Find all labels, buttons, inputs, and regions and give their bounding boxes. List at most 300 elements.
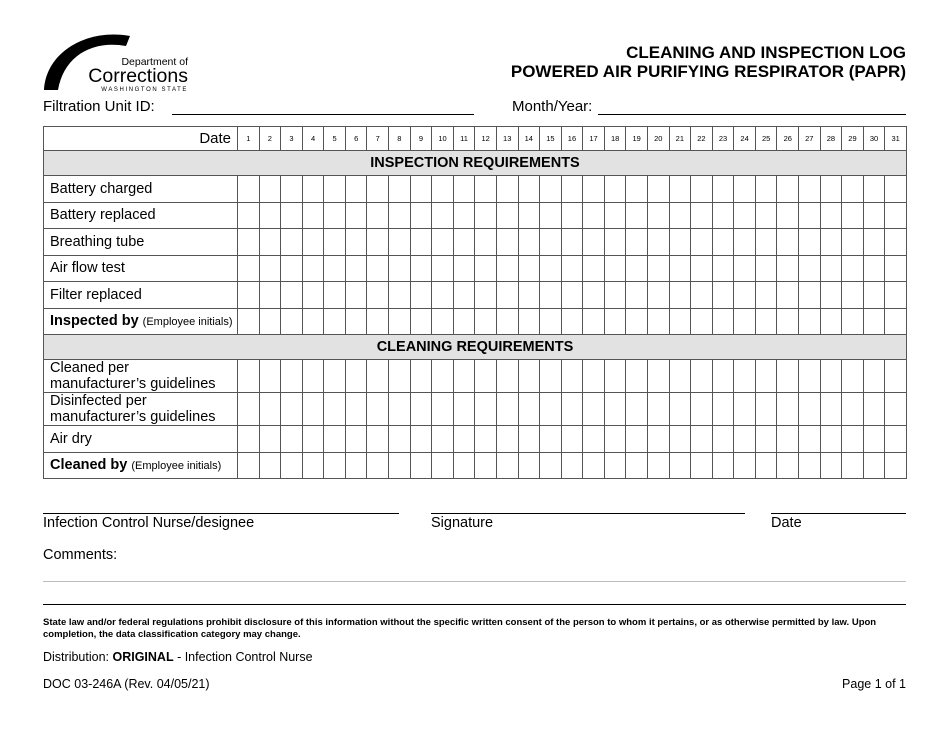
cleaning-item-1-day-18-cell[interactable] [604, 360, 626, 393]
inspection-item-1-day-19-cell[interactable] [626, 176, 648, 203]
inspection-item-3-day-27-cell[interactable] [799, 229, 821, 256]
cleaning-item-2-day-13-cell[interactable] [496, 393, 518, 426]
inspection-item-3-day-1-cell[interactable] [238, 229, 260, 256]
air-dry-day-11-cell[interactable] [453, 426, 475, 453]
cleaning-item-2-day-5-cell[interactable] [324, 393, 346, 426]
inspection-item-2-day-20-cell[interactable] [647, 202, 669, 229]
inspection-item-1-day-2-cell[interactable] [259, 176, 281, 203]
air-dry-day-18-cell[interactable] [604, 426, 626, 453]
cleaning-item-1-day-23-cell[interactable] [712, 360, 734, 393]
inspection-item-5-day-3-cell[interactable] [281, 282, 303, 309]
inspected-by-day-3-cell[interactable] [281, 308, 303, 335]
inspection-item-1-day-20-cell[interactable] [647, 176, 669, 203]
inspection-item-3-day-29-cell[interactable] [842, 229, 864, 256]
cleaning-item-2-day-20-cell[interactable] [647, 393, 669, 426]
inspection-item-2-day-31-cell[interactable] [885, 202, 907, 229]
inspection-item-4-day-30-cell[interactable] [863, 255, 885, 282]
inspection-item-1-day-6-cell[interactable] [345, 176, 367, 203]
cleaning-item-1-day-29-cell[interactable] [842, 360, 864, 393]
air-dry-day-15-cell[interactable] [540, 426, 562, 453]
inspection-item-1-day-7-cell[interactable] [367, 176, 389, 203]
inspected-by-day-26-cell[interactable] [777, 308, 799, 335]
inspected-by-day-22-cell[interactable] [691, 308, 713, 335]
inspection-item-1-day-18-cell[interactable] [604, 176, 626, 203]
inspection-item-4-day-4-cell[interactable] [302, 255, 324, 282]
inspection-item-3-day-2-cell[interactable] [259, 229, 281, 256]
inspection-item-5-day-18-cell[interactable] [604, 282, 626, 309]
inspected-by-day-28-cell[interactable] [820, 308, 842, 335]
cleaned-by-day-1-cell[interactable] [238, 452, 260, 479]
cleaned-by-day-7-cell[interactable] [367, 452, 389, 479]
inspection-item-3-day-16-cell[interactable] [561, 229, 583, 256]
air-dry-day-25-cell[interactable] [755, 426, 777, 453]
inspection-item-2-day-7-cell[interactable] [367, 202, 389, 229]
cleaned-by-day-15-cell[interactable] [540, 452, 562, 479]
inspection-item-4-day-17-cell[interactable] [583, 255, 605, 282]
inspection-item-1-day-9-cell[interactable] [410, 176, 432, 203]
inspection-item-5-day-1-cell[interactable] [238, 282, 260, 309]
cleaned-by-day-20-cell[interactable] [647, 452, 669, 479]
inspection-item-4-day-13-cell[interactable] [496, 255, 518, 282]
inspection-item-2-day-11-cell[interactable] [453, 202, 475, 229]
air-dry-day-26-cell[interactable] [777, 426, 799, 453]
air-dry-day-16-cell[interactable] [561, 426, 583, 453]
date-line[interactable] [771, 513, 906, 514]
inspection-item-2-day-28-cell[interactable] [820, 202, 842, 229]
inspection-item-1-day-23-cell[interactable] [712, 176, 734, 203]
inspection-item-4-day-10-cell[interactable] [432, 255, 454, 282]
inspection-item-3-day-6-cell[interactable] [345, 229, 367, 256]
cleaning-item-1-day-9-cell[interactable] [410, 360, 432, 393]
inspection-item-5-day-10-cell[interactable] [432, 282, 454, 309]
inspection-item-2-day-22-cell[interactable] [691, 202, 713, 229]
inspection-item-1-day-29-cell[interactable] [842, 176, 864, 203]
inspection-item-3-day-30-cell[interactable] [863, 229, 885, 256]
air-dry-day-3-cell[interactable] [281, 426, 303, 453]
cleaned-by-day-10-cell[interactable] [432, 452, 454, 479]
inspection-item-2-day-21-cell[interactable] [669, 202, 691, 229]
inspection-item-3-day-23-cell[interactable] [712, 229, 734, 256]
cleaned-by-day-27-cell[interactable] [799, 452, 821, 479]
inspection-item-5-day-15-cell[interactable] [540, 282, 562, 309]
cleaned-by-day-2-cell[interactable] [259, 452, 281, 479]
cleaned-by-day-23-cell[interactable] [712, 452, 734, 479]
cleaned-by-day-28-cell[interactable] [820, 452, 842, 479]
cleaning-item-2-day-30-cell[interactable] [863, 393, 885, 426]
air-dry-day-27-cell[interactable] [799, 426, 821, 453]
inspection-item-1-day-3-cell[interactable] [281, 176, 303, 203]
nurse-signature-line[interactable] [43, 513, 399, 514]
inspection-item-5-day-11-cell[interactable] [453, 282, 475, 309]
inspection-item-1-day-10-cell[interactable] [432, 176, 454, 203]
inspection-item-1-day-16-cell[interactable] [561, 176, 583, 203]
cleaning-item-1-day-19-cell[interactable] [626, 360, 648, 393]
air-dry-day-30-cell[interactable] [863, 426, 885, 453]
cleaning-item-1-day-20-cell[interactable] [647, 360, 669, 393]
cleaning-item-1-day-24-cell[interactable] [734, 360, 756, 393]
air-dry-day-20-cell[interactable] [647, 426, 669, 453]
inspection-item-5-day-4-cell[interactable] [302, 282, 324, 309]
air-dry-day-14-cell[interactable] [518, 426, 540, 453]
air-dry-day-23-cell[interactable] [712, 426, 734, 453]
inspection-item-3-day-25-cell[interactable] [755, 229, 777, 256]
inspected-by-day-29-cell[interactable] [842, 308, 864, 335]
cleaning-item-1-day-31-cell[interactable] [885, 360, 907, 393]
cleaning-item-1-day-14-cell[interactable] [518, 360, 540, 393]
cleaned-by-day-6-cell[interactable] [345, 452, 367, 479]
inspection-item-2-day-4-cell[interactable] [302, 202, 324, 229]
inspection-item-5-day-30-cell[interactable] [863, 282, 885, 309]
air-dry-day-13-cell[interactable] [496, 426, 518, 453]
cleaned-by-day-26-cell[interactable] [777, 452, 799, 479]
inspection-item-3-day-4-cell[interactable] [302, 229, 324, 256]
inspection-item-2-day-25-cell[interactable] [755, 202, 777, 229]
air-dry-day-22-cell[interactable] [691, 426, 713, 453]
air-dry-day-1-cell[interactable] [238, 426, 260, 453]
inspected-by-day-15-cell[interactable] [540, 308, 562, 335]
inspection-item-2-day-6-cell[interactable] [345, 202, 367, 229]
inspection-item-4-day-19-cell[interactable] [626, 255, 648, 282]
inspection-item-5-day-28-cell[interactable] [820, 282, 842, 309]
air-dry-day-5-cell[interactable] [324, 426, 346, 453]
cleaned-by-day-16-cell[interactable] [561, 452, 583, 479]
inspection-item-3-day-19-cell[interactable] [626, 229, 648, 256]
inspected-by-day-11-cell[interactable] [453, 308, 475, 335]
inspection-item-3-day-22-cell[interactable] [691, 229, 713, 256]
inspection-item-4-day-22-cell[interactable] [691, 255, 713, 282]
cleaning-item-2-day-16-cell[interactable] [561, 393, 583, 426]
inspected-by-day-16-cell[interactable] [561, 308, 583, 335]
inspection-item-2-day-3-cell[interactable] [281, 202, 303, 229]
cleaned-by-day-3-cell[interactable] [281, 452, 303, 479]
inspected-by-day-2-cell[interactable] [259, 308, 281, 335]
inspected-by-day-8-cell[interactable] [389, 308, 411, 335]
cleaned-by-day-4-cell[interactable] [302, 452, 324, 479]
inspected-by-day-18-cell[interactable] [604, 308, 626, 335]
inspected-by-day-5-cell[interactable] [324, 308, 346, 335]
cleaning-item-2-day-10-cell[interactable] [432, 393, 454, 426]
inspected-by-day-12-cell[interactable] [475, 308, 497, 335]
cleaning-item-1-day-12-cell[interactable] [475, 360, 497, 393]
inspection-item-1-day-14-cell[interactable] [518, 176, 540, 203]
inspection-item-1-day-24-cell[interactable] [734, 176, 756, 203]
inspection-item-4-day-29-cell[interactable] [842, 255, 864, 282]
inspected-by-day-30-cell[interactable] [863, 308, 885, 335]
cleaning-item-2-day-1-cell[interactable] [238, 393, 260, 426]
cleaning-item-2-day-24-cell[interactable] [734, 393, 756, 426]
air-dry-day-8-cell[interactable] [389, 426, 411, 453]
air-dry-day-21-cell[interactable] [669, 426, 691, 453]
cleaned-by-day-25-cell[interactable] [755, 452, 777, 479]
inspected-by-day-6-cell[interactable] [345, 308, 367, 335]
cleaning-item-2-day-6-cell[interactable] [345, 393, 367, 426]
cleaning-item-2-day-12-cell[interactable] [475, 393, 497, 426]
cleaned-by-day-9-cell[interactable] [410, 452, 432, 479]
inspection-item-4-day-16-cell[interactable] [561, 255, 583, 282]
inspected-by-day-31-cell[interactable] [885, 308, 907, 335]
inspection-item-5-day-5-cell[interactable] [324, 282, 346, 309]
inspection-item-1-day-11-cell[interactable] [453, 176, 475, 203]
inspection-item-5-day-16-cell[interactable] [561, 282, 583, 309]
inspected-by-day-10-cell[interactable] [432, 308, 454, 335]
cleaning-item-2-day-9-cell[interactable] [410, 393, 432, 426]
cleaned-by-day-31-cell[interactable] [885, 452, 907, 479]
air-dry-day-24-cell[interactable] [734, 426, 756, 453]
inspection-item-2-day-19-cell[interactable] [626, 202, 648, 229]
inspection-item-2-day-15-cell[interactable] [540, 202, 562, 229]
filtration-unit-field[interactable] [172, 114, 474, 115]
inspection-item-4-day-3-cell[interactable] [281, 255, 303, 282]
cleaned-by-day-29-cell[interactable] [842, 452, 864, 479]
cleaning-item-1-day-5-cell[interactable] [324, 360, 346, 393]
inspection-item-5-day-19-cell[interactable] [626, 282, 648, 309]
air-dry-day-7-cell[interactable] [367, 426, 389, 453]
cleaning-item-1-day-15-cell[interactable] [540, 360, 562, 393]
inspection-item-5-day-23-cell[interactable] [712, 282, 734, 309]
inspection-item-3-day-11-cell[interactable] [453, 229, 475, 256]
cleaning-item-2-day-29-cell[interactable] [842, 393, 864, 426]
cleaning-item-2-day-15-cell[interactable] [540, 393, 562, 426]
cleaning-item-1-day-13-cell[interactable] [496, 360, 518, 393]
cleaning-item-2-day-27-cell[interactable] [799, 393, 821, 426]
air-dry-day-9-cell[interactable] [410, 426, 432, 453]
inspected-by-day-4-cell[interactable] [302, 308, 324, 335]
inspection-item-1-day-27-cell[interactable] [799, 176, 821, 203]
cleaning-item-1-day-28-cell[interactable] [820, 360, 842, 393]
inspection-item-2-day-1-cell[interactable] [238, 202, 260, 229]
cleaned-by-day-24-cell[interactable] [734, 452, 756, 479]
inspection-item-5-day-26-cell[interactable] [777, 282, 799, 309]
cleaning-item-2-day-28-cell[interactable] [820, 393, 842, 426]
cleaned-by-day-13-cell[interactable] [496, 452, 518, 479]
inspection-item-1-day-12-cell[interactable] [475, 176, 497, 203]
inspection-item-2-day-23-cell[interactable] [712, 202, 734, 229]
inspection-item-3-day-9-cell[interactable] [410, 229, 432, 256]
cleaning-item-2-day-31-cell[interactable] [885, 393, 907, 426]
cleaning-item-1-day-6-cell[interactable] [345, 360, 367, 393]
inspection-item-1-day-1-cell[interactable] [238, 176, 260, 203]
inspection-item-2-day-17-cell[interactable] [583, 202, 605, 229]
inspection-item-1-day-17-cell[interactable] [583, 176, 605, 203]
signature-line[interactable] [431, 513, 745, 514]
cleaning-item-1-day-2-cell[interactable] [259, 360, 281, 393]
inspection-item-4-day-7-cell[interactable] [367, 255, 389, 282]
inspection-item-4-day-1-cell[interactable] [238, 255, 260, 282]
inspection-item-2-day-8-cell[interactable] [389, 202, 411, 229]
inspected-by-day-9-cell[interactable] [410, 308, 432, 335]
inspection-item-3-day-24-cell[interactable] [734, 229, 756, 256]
cleaning-item-2-day-26-cell[interactable] [777, 393, 799, 426]
inspection-item-1-day-22-cell[interactable] [691, 176, 713, 203]
cleaned-by-day-19-cell[interactable] [626, 452, 648, 479]
cleaning-item-1-day-7-cell[interactable] [367, 360, 389, 393]
inspection-item-4-day-9-cell[interactable] [410, 255, 432, 282]
inspection-item-5-day-31-cell[interactable] [885, 282, 907, 309]
cleaning-item-2-day-8-cell[interactable] [389, 393, 411, 426]
inspection-item-3-day-14-cell[interactable] [518, 229, 540, 256]
inspection-item-5-day-6-cell[interactable] [345, 282, 367, 309]
inspected-by-day-25-cell[interactable] [755, 308, 777, 335]
inspection-item-3-day-7-cell[interactable] [367, 229, 389, 256]
inspection-item-2-day-27-cell[interactable] [799, 202, 821, 229]
inspection-item-3-day-21-cell[interactable] [669, 229, 691, 256]
cleaning-item-1-day-26-cell[interactable] [777, 360, 799, 393]
inspection-item-3-day-10-cell[interactable] [432, 229, 454, 256]
cleaning-item-1-day-3-cell[interactable] [281, 360, 303, 393]
inspection-item-4-day-18-cell[interactable] [604, 255, 626, 282]
cleaning-item-1-day-27-cell[interactable] [799, 360, 821, 393]
inspection-item-2-day-2-cell[interactable] [259, 202, 281, 229]
cleaning-item-2-day-11-cell[interactable] [453, 393, 475, 426]
inspection-item-5-day-20-cell[interactable] [647, 282, 669, 309]
inspection-item-5-day-21-cell[interactable] [669, 282, 691, 309]
cleaning-item-1-day-22-cell[interactable] [691, 360, 713, 393]
inspection-item-4-day-20-cell[interactable] [647, 255, 669, 282]
inspection-item-2-day-29-cell[interactable] [842, 202, 864, 229]
inspection-item-4-day-5-cell[interactable] [324, 255, 346, 282]
air-dry-day-17-cell[interactable] [583, 426, 605, 453]
inspection-item-2-day-9-cell[interactable] [410, 202, 432, 229]
cleaned-by-day-17-cell[interactable] [583, 452, 605, 479]
inspection-item-4-day-24-cell[interactable] [734, 255, 756, 282]
cleaned-by-day-18-cell[interactable] [604, 452, 626, 479]
cleaned-by-day-8-cell[interactable] [389, 452, 411, 479]
inspection-item-3-day-3-cell[interactable] [281, 229, 303, 256]
inspection-item-3-day-26-cell[interactable] [777, 229, 799, 256]
cleaning-item-1-day-16-cell[interactable] [561, 360, 583, 393]
inspection-item-4-day-21-cell[interactable] [669, 255, 691, 282]
inspection-item-4-day-28-cell[interactable] [820, 255, 842, 282]
cleaning-item-2-day-14-cell[interactable] [518, 393, 540, 426]
air-dry-day-31-cell[interactable] [885, 426, 907, 453]
air-dry-day-6-cell[interactable] [345, 426, 367, 453]
inspection-item-5-day-7-cell[interactable] [367, 282, 389, 309]
cleaning-item-2-day-3-cell[interactable] [281, 393, 303, 426]
inspection-item-1-day-4-cell[interactable] [302, 176, 324, 203]
inspection-item-4-day-27-cell[interactable] [799, 255, 821, 282]
inspected-by-day-13-cell[interactable] [496, 308, 518, 335]
inspection-item-5-day-13-cell[interactable] [496, 282, 518, 309]
inspection-item-4-day-31-cell[interactable] [885, 255, 907, 282]
inspection-item-4-day-23-cell[interactable] [712, 255, 734, 282]
cleaning-item-1-day-17-cell[interactable] [583, 360, 605, 393]
comments-line[interactable] [43, 581, 906, 582]
cleaning-item-1-day-21-cell[interactable] [669, 360, 691, 393]
inspection-item-3-day-12-cell[interactable] [475, 229, 497, 256]
inspection-item-5-day-25-cell[interactable] [755, 282, 777, 309]
inspection-item-3-day-20-cell[interactable] [647, 229, 669, 256]
cleaned-by-day-5-cell[interactable] [324, 452, 346, 479]
inspection-item-2-day-18-cell[interactable] [604, 202, 626, 229]
cleaning-item-2-day-25-cell[interactable] [755, 393, 777, 426]
inspection-item-5-day-22-cell[interactable] [691, 282, 713, 309]
inspection-item-5-day-24-cell[interactable] [734, 282, 756, 309]
cleaning-item-2-day-21-cell[interactable] [669, 393, 691, 426]
inspection-item-2-day-14-cell[interactable] [518, 202, 540, 229]
cleaned-by-day-22-cell[interactable] [691, 452, 713, 479]
inspected-by-day-17-cell[interactable] [583, 308, 605, 335]
cleaning-item-1-day-10-cell[interactable] [432, 360, 454, 393]
inspection-item-5-day-8-cell[interactable] [389, 282, 411, 309]
inspection-item-3-day-5-cell[interactable] [324, 229, 346, 256]
cleaned-by-day-30-cell[interactable] [863, 452, 885, 479]
inspection-item-1-day-21-cell[interactable] [669, 176, 691, 203]
air-dry-day-29-cell[interactable] [842, 426, 864, 453]
cleaning-item-1-day-25-cell[interactable] [755, 360, 777, 393]
inspection-item-3-day-8-cell[interactable] [389, 229, 411, 256]
inspection-item-2-day-10-cell[interactable] [432, 202, 454, 229]
cleaning-item-2-day-23-cell[interactable] [712, 393, 734, 426]
inspected-by-day-24-cell[interactable] [734, 308, 756, 335]
inspection-item-3-day-28-cell[interactable] [820, 229, 842, 256]
inspection-item-4-day-25-cell[interactable] [755, 255, 777, 282]
inspection-item-5-day-14-cell[interactable] [518, 282, 540, 309]
cleaning-item-2-day-19-cell[interactable] [626, 393, 648, 426]
inspection-item-2-day-12-cell[interactable] [475, 202, 497, 229]
cleaned-by-day-11-cell[interactable] [453, 452, 475, 479]
inspection-item-4-day-8-cell[interactable] [389, 255, 411, 282]
inspection-item-3-day-18-cell[interactable] [604, 229, 626, 256]
inspected-by-day-1-cell[interactable] [238, 308, 260, 335]
inspection-item-5-day-27-cell[interactable] [799, 282, 821, 309]
inspection-item-1-day-5-cell[interactable] [324, 176, 346, 203]
inspected-by-day-7-cell[interactable] [367, 308, 389, 335]
inspection-item-2-day-16-cell[interactable] [561, 202, 583, 229]
cleaning-item-1-day-8-cell[interactable] [389, 360, 411, 393]
inspected-by-day-14-cell[interactable] [518, 308, 540, 335]
inspection-item-3-day-17-cell[interactable] [583, 229, 605, 256]
inspection-item-3-day-13-cell[interactable] [496, 229, 518, 256]
cleaning-item-1-day-11-cell[interactable] [453, 360, 475, 393]
inspection-item-1-day-13-cell[interactable] [496, 176, 518, 203]
cleaning-item-2-day-18-cell[interactable] [604, 393, 626, 426]
cleaned-by-day-21-cell[interactable] [669, 452, 691, 479]
inspection-item-2-day-24-cell[interactable] [734, 202, 756, 229]
inspection-item-2-day-5-cell[interactable] [324, 202, 346, 229]
inspection-item-5-day-29-cell[interactable] [842, 282, 864, 309]
air-dry-day-10-cell[interactable] [432, 426, 454, 453]
inspection-item-2-day-13-cell[interactable] [496, 202, 518, 229]
cleaning-item-2-day-7-cell[interactable] [367, 393, 389, 426]
inspection-item-2-day-26-cell[interactable] [777, 202, 799, 229]
inspection-item-4-day-6-cell[interactable] [345, 255, 367, 282]
cleaning-item-1-day-30-cell[interactable] [863, 360, 885, 393]
inspection-item-4-day-12-cell[interactable] [475, 255, 497, 282]
inspected-by-day-23-cell[interactable] [712, 308, 734, 335]
inspection-item-4-day-26-cell[interactable] [777, 255, 799, 282]
cleaning-item-1-day-4-cell[interactable] [302, 360, 324, 393]
inspection-item-4-day-11-cell[interactable] [453, 255, 475, 282]
inspection-item-1-day-30-cell[interactable] [863, 176, 885, 203]
inspected-by-day-27-cell[interactable] [799, 308, 821, 335]
cleaning-item-2-day-2-cell[interactable] [259, 393, 281, 426]
month-year-field[interactable] [598, 114, 906, 115]
inspected-by-day-20-cell[interactable] [647, 308, 669, 335]
inspection-item-1-day-31-cell[interactable] [885, 176, 907, 203]
inspected-by-day-21-cell[interactable] [669, 308, 691, 335]
inspection-item-5-day-9-cell[interactable] [410, 282, 432, 309]
cleaning-item-2-day-4-cell[interactable] [302, 393, 324, 426]
inspection-item-1-day-26-cell[interactable] [777, 176, 799, 203]
air-dry-day-28-cell[interactable] [820, 426, 842, 453]
cleaned-by-day-12-cell[interactable] [475, 452, 497, 479]
inspection-item-1-day-15-cell[interactable] [540, 176, 562, 203]
inspection-item-1-day-8-cell[interactable] [389, 176, 411, 203]
cleaning-item-2-day-17-cell[interactable] [583, 393, 605, 426]
air-dry-day-4-cell[interactable] [302, 426, 324, 453]
inspected-by-day-19-cell[interactable] [626, 308, 648, 335]
air-dry-day-12-cell[interactable] [475, 426, 497, 453]
